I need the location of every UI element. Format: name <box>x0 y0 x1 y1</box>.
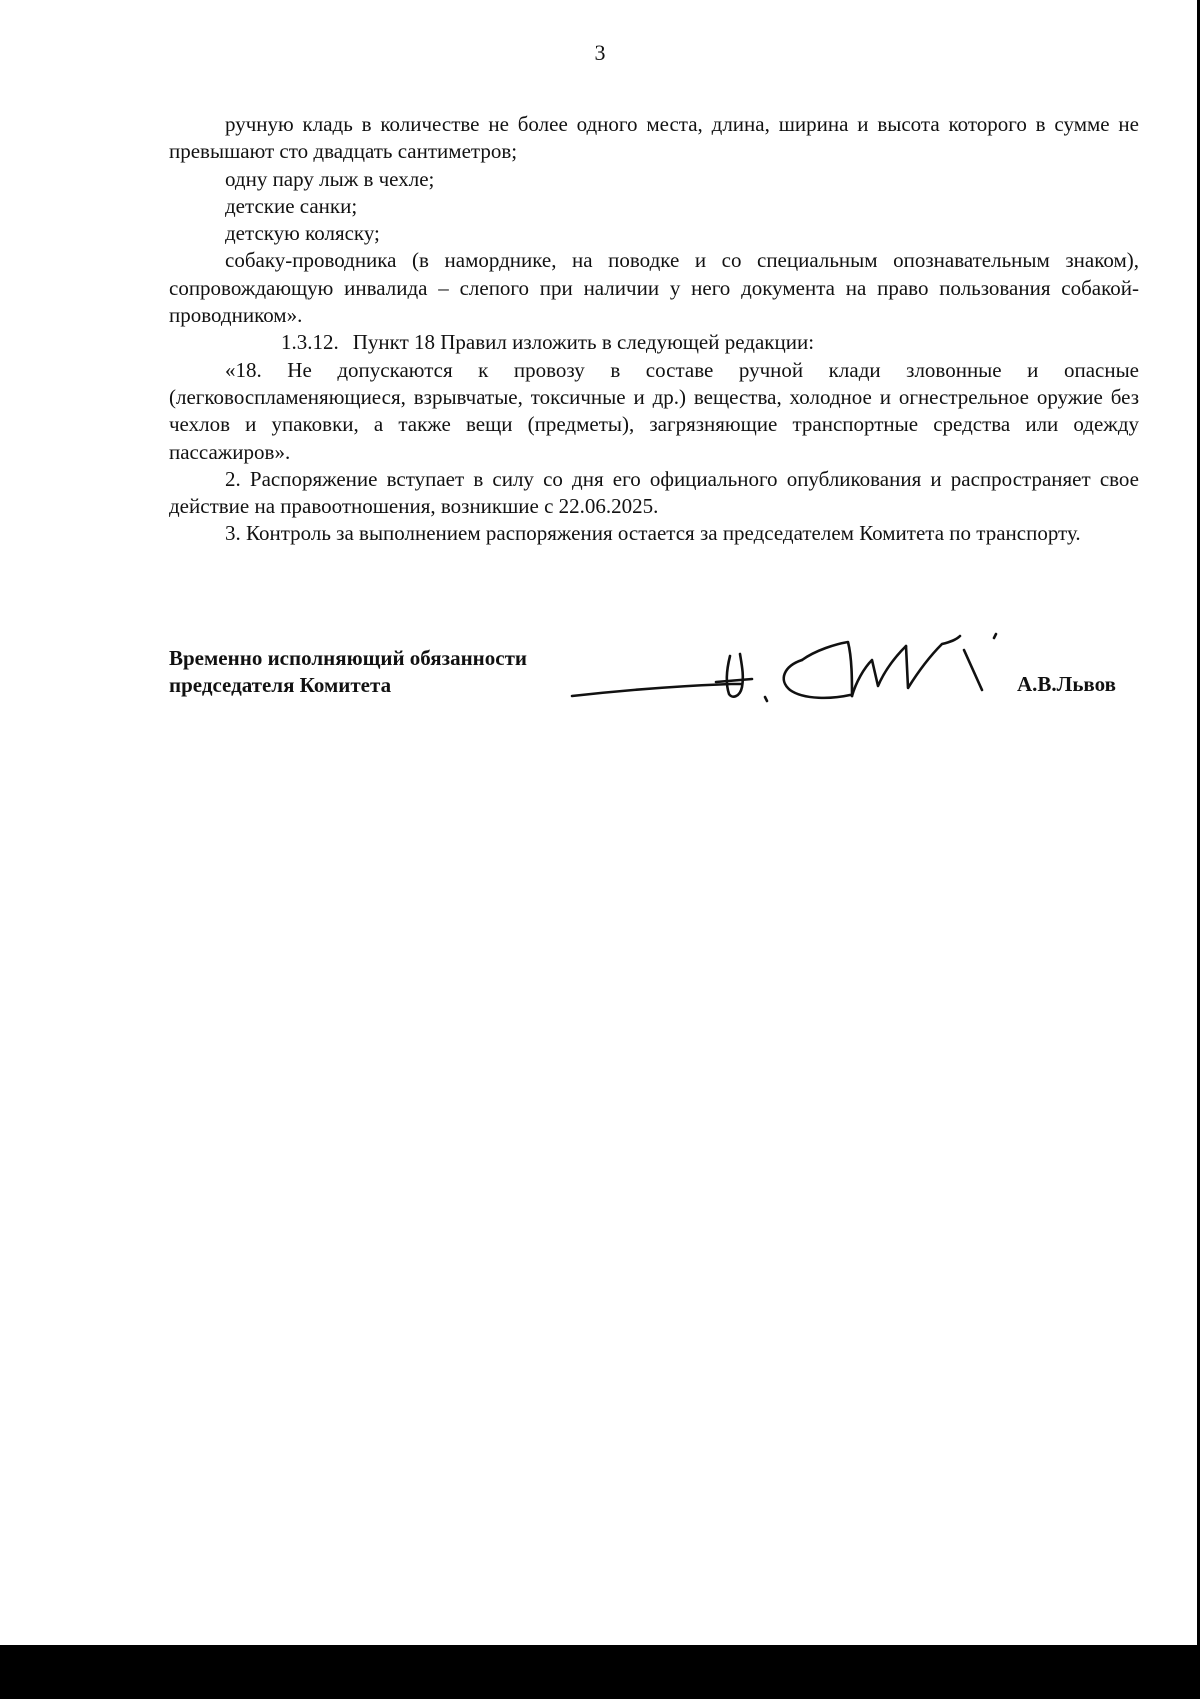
paragraph-sleds: детские санки; <box>225 193 358 218</box>
document-body <box>169 111 1139 548</box>
signatory-name: А.В.Львов <box>1017 672 1116 696</box>
signatory-position-line2: председателя Комитета <box>169 673 392 697</box>
paragraph-effective-date: 2. Распоряжение вступает в силу со дня его официального опубликования и распространяет свое действие на правоотношения, возникшие с 22.06.2025. <box>169 466 1139 519</box>
scan-bottom-border <box>0 1645 1200 1699</box>
paragraph-stroller: детскую коляску; <box>225 221 380 246</box>
handwritten-signature <box>566 632 1026 712</box>
item-number: 1.3.12. <box>281 330 339 355</box>
page-number: 3 <box>594 40 606 65</box>
item-text: Пункт 18 Правил изложить в следующей редакции: <box>352 330 815 355</box>
signatory-position-line1: Временно исполняющий обязанности <box>169 646 528 670</box>
paragraph-rule-18: «18. Не допускаются к провозу в составе ручной клади зловонные и опасные (легковоспламеняющиеся, взрывчатые, токсичные и др.) вещества, холодное и огнестрельное оружие без чехлов и упаковки, а также вещи (предметы), загрязняющие транспортные средства или одежду пассажиров». <box>169 357 1139 464</box>
paragraph-guide-dog: собаку-проводника (в наморднике, на поводке и со специальным опознавательным знаком), сопровождающую инвалида – слепого при наличии у него документа на право пользования собакой-проводником». <box>169 248 1139 328</box>
paragraph-control: 3. Контроль за выполнением распоряжения остается за председателем Комитета по транспорту. <box>225 521 1081 546</box>
paragraph-hand-luggage: ручную кладь в количестве не более одного места, длина, ширина и высота которого в сумме не превышают сто двадцать сантиметров; <box>169 112 1139 164</box>
paragraph-item-1-3-12 <box>169 329 1139 356</box>
signatory-position <box>169 645 527 699</box>
paragraph-skis: одну пару лыж в чехле; <box>225 166 435 191</box>
